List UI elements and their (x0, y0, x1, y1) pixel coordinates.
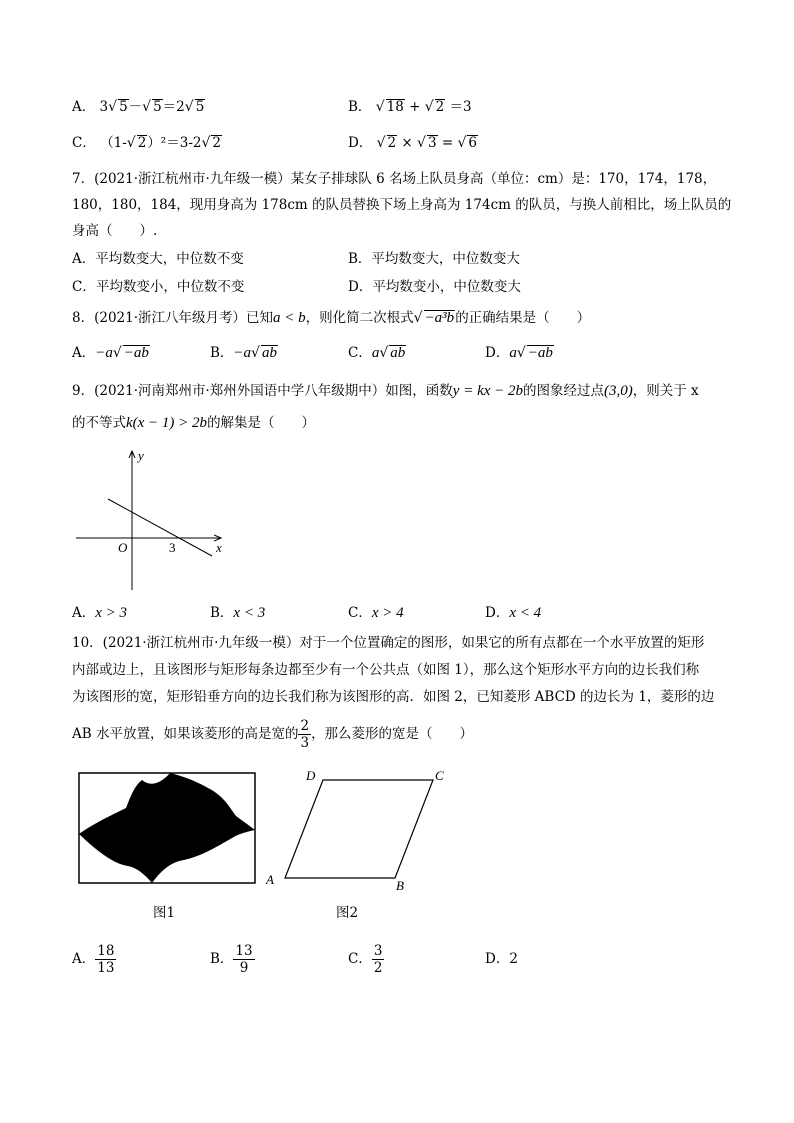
option-label: A． (72, 99, 96, 115)
q10-line-2: 内部或边上，且该图形与矩形每条边都至少有一个公共点（如图 1），那么这个矩形水平方向的边长我们称 (72, 662, 700, 678)
option-label: C． (348, 605, 372, 621)
q8-suffix: 的正确结果是（ ） (455, 310, 591, 326)
option-radicand: ab (390, 345, 406, 361)
q10-line4-prefix: AB 水平放置，如果该菱形的高是宽的 (72, 726, 299, 742)
q7-line-2: 180，180，184，现用身高为 178cm 的队员替换下场上身高为 174cm 的队员，与换人前相比，场上队员的 (72, 197, 732, 213)
fraction-numerator: 13 (235, 943, 253, 959)
q8-radicand: −a³b (424, 310, 455, 326)
origin-label: O (118, 540, 128, 555)
q8-option-b: B．−a√ ab (210, 345, 277, 361)
fraction-numerator: 18 (97, 943, 115, 959)
option-radicand: −ab (527, 345, 553, 361)
q9-inequality: k(x − 1) > 2b (126, 415, 208, 431)
option-coef: −a (95, 345, 113, 361)
q10-fraction (298, 718, 311, 751)
q6b-expr: √ 18 + √ 2 ＝3 (375, 99, 472, 115)
q9-option-c (348, 604, 404, 622)
q9-stem-2 (72, 414, 315, 432)
option-label: D． (485, 605, 510, 621)
option-label: D． (485, 345, 510, 361)
option-expr: x < 4 (509, 605, 542, 621)
q9-line2-prefix: 的不等式 (72, 415, 126, 431)
fraction-numerator: 2 (300, 718, 310, 734)
figure-1 (78, 772, 258, 886)
option-fraction (233, 943, 254, 976)
option-expr: x < 3 (233, 605, 266, 621)
vertex-c-label: C (435, 768, 444, 783)
q9-option-a (72, 604, 127, 622)
option-label: A． (72, 345, 96, 361)
q9-mid: 的图象经过点 (523, 383, 605, 399)
q8-option-a: A．−a√ −ab (72, 345, 149, 361)
q8-stem: 8．(2021·浙江八年级月考）已知a < b，则化简二次根式√ −a³b的正确结果是（ ） (72, 310, 591, 326)
q7-option-b: B．平均数变大，中位数变大 (348, 251, 520, 267)
option-label: C． (72, 135, 96, 151)
option-value: 2 (509, 951, 518, 967)
option-radicand: ab (261, 345, 277, 361)
option-label: C． (348, 951, 372, 967)
q8-prefix: 8．(2021·浙江八年级月考）已知 (72, 310, 274, 326)
q6-option-c (72, 134, 222, 152)
option-label: A． (72, 605, 96, 621)
option-expr: x > 4 (371, 605, 404, 621)
q10-option-d (485, 940, 518, 978)
option-fraction (372, 943, 385, 976)
option-coef: a (371, 345, 380, 361)
q9-prefix: 9．(2021·河南郑州市·郑州外国语中学八年级期中）如图，函数 (72, 383, 453, 399)
q6a-expr: 3√ 5－√ 5＝2√ 5 (99, 99, 205, 115)
y-axis-label: y (138, 448, 144, 463)
q10-option-c (348, 940, 384, 978)
q9-function: y = kx − 2b (452, 383, 524, 399)
q7-option-c: C．平均数变小，中位数不变 (72, 279, 245, 295)
q6-option-b (348, 98, 472, 116)
q7-option-a: A．平均数变大，中位数不变 (72, 251, 244, 267)
q6c-expr: （1-√ 2）²＝3-2√ 2 (100, 135, 221, 151)
q10-line4-suffix: ，那么菱形的宽是（ ） (311, 726, 474, 742)
q6d-expr: √ 2 × √ 3 = √ 6 (376, 135, 477, 151)
option-label: D． (348, 135, 373, 151)
q7-line-3: 身高（ ）. (72, 223, 158, 239)
q10-line-3: 为该图形的宽，矩形铅垂方向的边长我们称为该图形的高．如图 2，已知菱形 ABCD 的边长为 1，菱形的边 (72, 689, 715, 705)
vertex-b-label: B (396, 878, 404, 893)
q8-option-c: C．a√ ab (348, 345, 406, 361)
q9-option-d (485, 604, 541, 622)
option-fraction (95, 943, 116, 976)
q9-line2-suffix: 的解集是（ ） (207, 415, 316, 431)
q8-mid: ，则化简二次根式 (305, 310, 414, 326)
q10-line-4 (72, 716, 473, 752)
q9-graph (70, 446, 240, 594)
q9-point: (3,0) (604, 383, 633, 399)
option-radicand: −ab (123, 345, 149, 361)
fig2-caption: 图2 (336, 905, 359, 921)
option-label: B． (348, 99, 372, 115)
figure-2 (262, 766, 452, 896)
option-label: B． (210, 345, 234, 361)
vertex-a-label: A (266, 872, 274, 887)
fraction-denominator: 13 (97, 960, 115, 976)
option-label: D． (485, 951, 510, 967)
q10-option-a (72, 940, 116, 978)
option-expr: x > 3 (95, 605, 128, 621)
tick-label-3: 3 (169, 540, 176, 555)
option-label: B． (210, 605, 234, 621)
option-label: A． (72, 951, 96, 967)
fraction-denominator: 9 (239, 960, 249, 976)
q8-condition: a < b (273, 310, 306, 326)
fraction-numerator: 3 (373, 943, 383, 959)
fig1-caption: 图1 (153, 905, 176, 921)
rhombus-abcd (285, 780, 433, 878)
q7-option-d: D．平均数变小，中位数变大 (348, 279, 521, 295)
fraction-denominator: 3 (300, 735, 310, 751)
option-coef: −a (233, 345, 252, 361)
option-coef: a (509, 345, 517, 361)
vertex-d-label: D (306, 768, 316, 783)
q6-option-d (348, 134, 478, 152)
q8-option-d: D．a√ −ab (485, 345, 553, 361)
irregular-shape (79, 773, 255, 883)
q10-option-b (210, 940, 255, 978)
x-axis-label: x (216, 540, 222, 555)
q9-option-b (210, 604, 265, 622)
q6-option-a (72, 98, 205, 116)
q7-line-1: 7．(2021·浙江杭州市·九年级一模）某女子排球队 6 名场上队员身高（单位：cm）是：170，174，178， (72, 171, 717, 187)
option-label: C． (348, 345, 372, 361)
q10-line-1: 10．(2021·浙江杭州市·九年级一模）对于一个位置确定的图形，如果它的所有点都在一个水平放置的矩形 (72, 635, 705, 651)
fraction-denominator: 2 (373, 960, 383, 976)
option-label: B． (210, 951, 234, 967)
q9-stem-1 (72, 382, 699, 400)
q9-suffix: ，则关于 x (632, 383, 699, 399)
